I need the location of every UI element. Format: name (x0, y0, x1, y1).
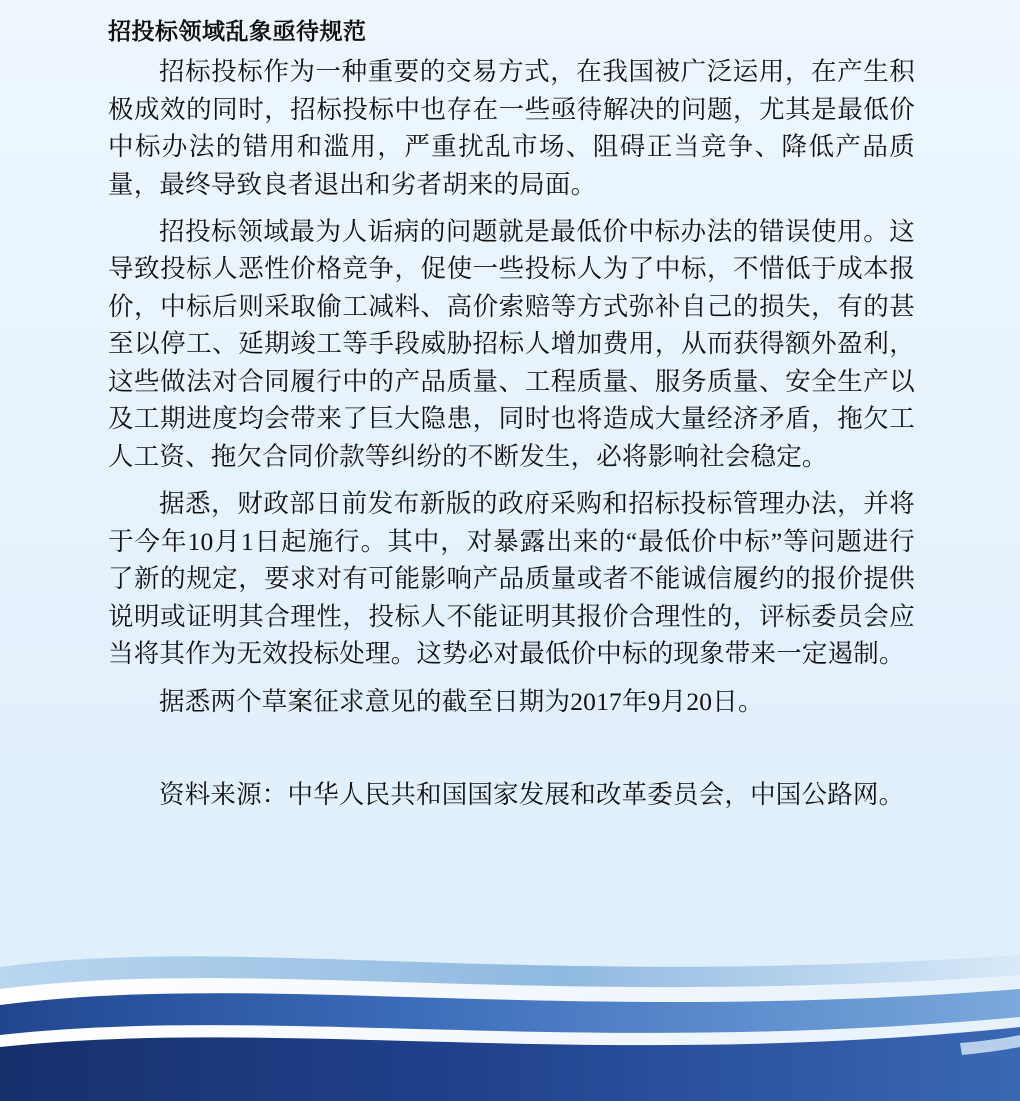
paragraph-1: 招标投标作为一种重要的交易方式，在我国被广泛运用，在产生积极成效的同时，招标投标中也存在一些亟待解决的问题，尤其是最低价中标办法的错用和滥用，严重扰乱市场、阻碍正当竞争、降低产品质量，最终导致良者退出和劣者胡来的局面。 (108, 57, 915, 199)
paragraph-2: 招投标领域最为人诟病的问题就是最低价中标办法的错误使用。这导致投标人恶性价格竞争，促使一些投标人为了中标，不惜低于成本报价，中标后则采取偷工减料、高价索赔等方式弥补自己的损失，有的甚至以停工、延期竣工等手段威胁招标人增加费用，从而获得额外盈利，这些做法对合同履行中的产品质量、工程质量、服务质量、安全生产以及工期进度均会带来了巨大隐患，同时也将造成大量经济矛盾，拖欠工人工资、拖欠合同价款等纠纷的不断发生，必将影响社会稳定。 (108, 216, 915, 471)
paragraph-4: 据悉两个草案征求意见的截至日期为2017年9月20日。 (159, 686, 764, 716)
page-title: 招投标领域乱象亟待规范 (108, 19, 367, 44)
ribbon-graphic (0, 931, 1020, 1101)
paragraph-3: 据悉，财政部日前发布新版的政府采购和招标投标管理办法，并将于今年10月1日起施行。其中，对暴露出来的“最低价中标”等问题进行了新的规定，要求对有可能影响产品质量或者不能诚信履约的报价提供说明或证明其合理性，投标人不能证明其报价合理性的，评标委员会应当将其作为无效投标处理。这势必对最低价中标的现象带来一定遏制。 (108, 489, 915, 669)
decorative-ribbons (0, 931, 1020, 1101)
source-line: 资料来源：中华人民共和国国家发展和改革委员会，中国公路网。 (159, 780, 905, 810)
